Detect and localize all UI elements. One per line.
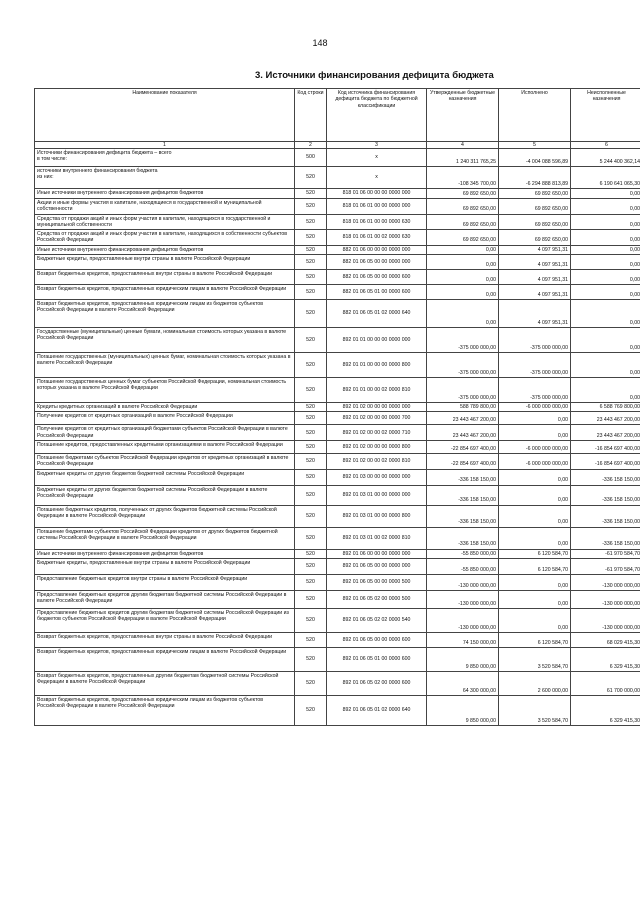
row-unexecuted: 5 244 400 362,14	[571, 149, 640, 167]
header-unexecuted: Неисполненные назначения	[571, 89, 640, 142]
row-approved: -336 158 150,00	[427, 527, 499, 549]
row-executed: 0,00	[499, 425, 571, 441]
row-name: Погашение бюджетных кредитов, полученных от других бюджетов бюджетной системы Российской Федерации в валюте Российской Федерации	[35, 505, 295, 527]
row-executed: 69 892 650,00	[499, 189, 571, 199]
row-approved: 0,00	[427, 245, 499, 254]
row-executed: 4 097 951,31	[499, 285, 571, 300]
row-unexecuted: -336 158 150,00	[571, 485, 640, 505]
header-line-code: Код строки	[295, 89, 327, 142]
row-unexecuted: 0,00	[571, 378, 640, 403]
row-executed: 0,00	[499, 485, 571, 505]
row-unexecuted: 6 329 415,30	[571, 647, 640, 671]
row-line-code: 520	[295, 505, 327, 527]
row-name: Государственные (муниципальные) ценные бумаги, номинальная стоимость которых указана в валюте Российской Федерации	[35, 328, 295, 353]
row-executed: 0,00	[499, 590, 571, 608]
row-executed: 6 120 584,70	[499, 558, 571, 574]
row-source-code: 892 01 06 05 00 00 0000 000	[327, 558, 427, 574]
row-name: Получение кредитов от кредитных организаций в валюте Российской Федерации	[35, 412, 295, 425]
row-approved: -375 000 000,00	[427, 353, 499, 378]
page-number: 148	[312, 38, 328, 48]
row-name: Возврат бюджетных кредитов, предоставленных внутри страны в валюте Российской Федерации	[35, 270, 295, 285]
row-executed: 3 520 584,70	[499, 647, 571, 671]
row-approved: 69 892 650,00	[427, 189, 499, 199]
row-unexecuted: -336 158 150,00	[571, 469, 640, 485]
row-name: Бюджетные кредиты от других бюджетов бюджетной системы Российской Федерации	[35, 469, 295, 485]
row-source-code: 892 01 06 05 00 00 0000 500	[327, 574, 427, 590]
row-executed: -375 000 000,00	[499, 328, 571, 353]
header-row	[35, 89, 640, 142]
row-executed: 4 097 951,31	[499, 270, 571, 285]
row-executed: 0,00	[499, 505, 571, 527]
table-row	[35, 328, 640, 353]
row-name: Средства от продажи акций и иных форм участия в капитале, находящихся в государственной и муниципальной собственности	[35, 214, 295, 230]
header-approved: Утвержденные бюджетные назначения	[427, 89, 499, 142]
table-row	[35, 485, 640, 505]
row-source-code: 882 01 06 05 01 02 0000 640	[327, 300, 427, 328]
row-line-code: 520	[295, 453, 327, 469]
row-name: Возврат бюджетных кредитов, предоставленных другим бюджетам бюджетной системы Российской Федерации в валюте Российской Федерации	[35, 671, 295, 695]
table-row	[35, 255, 640, 270]
row-line-code: 520	[295, 469, 327, 485]
row-source-code: 892 01 03 00 00 00 0000 000	[327, 469, 427, 485]
row-source-code: 882 01 06 05 01 00 0000 600	[327, 285, 427, 300]
row-approved: -375 000 000,00	[427, 378, 499, 403]
table-row	[35, 425, 640, 441]
row-name: Погашение государственных (муниципальных) ценных бумаг, номинальная стоимость которых указана в валюте Российской Федерации	[35, 353, 295, 378]
row-executed: 69 892 650,00	[499, 214, 571, 230]
table-row	[35, 527, 640, 549]
row-unexecuted: 6 190 641 065,30	[571, 167, 640, 189]
row-name: Бюджетные кредиты, предоставленные внутри страны в валюте Российской Федерации	[35, 255, 295, 270]
row-name: Погашение кредитов, предоставленных кредитными организациями в валюте Российской Федерации	[35, 440, 295, 453]
row-name: Иные источники внутреннего финансирования дефицитов бюджетов	[35, 245, 295, 254]
row-line-code: 520	[295, 328, 327, 353]
table-row	[35, 558, 640, 574]
row-unexecuted: 6 329 415,30	[571, 695, 640, 725]
table-row	[35, 590, 640, 608]
row-name: Погашение бюджетами субъектов Российской Федерации кредитов от других бюджетов бюджетной системы Российской Федерации в валюте Российской Федерации	[35, 527, 295, 549]
table-row	[35, 199, 640, 215]
row-approved: 0,00	[427, 255, 499, 270]
row-source-code: 818 01 06 01 00 02 0000 630	[327, 230, 427, 246]
row-approved: 0,00	[427, 300, 499, 328]
row-unexecuted: 6 588 769 800,00	[571, 403, 640, 412]
table-row	[35, 300, 640, 328]
table-row	[35, 378, 640, 403]
row-line-code: 520	[295, 527, 327, 549]
row-source-code: 892 01 06 05 01 02 0000 640	[327, 695, 427, 725]
row-source-code: 892 01 06 05 02 00 0000 600	[327, 671, 427, 695]
row-executed: 69 892 650,00	[499, 199, 571, 215]
row-executed: -6 000 000 000,00	[499, 403, 571, 412]
row-line-code: 520	[295, 255, 327, 270]
column-number: 3	[327, 142, 427, 149]
row-source-code: 892 01 03 01 00 00 0000 000	[327, 485, 427, 505]
row-unexecuted: -336 158 150,00	[571, 505, 640, 527]
row-name: Предоставление бюджетных кредитов другим бюджетам бюджетной системы Российской Федерации в валюте Российской Федерации	[35, 590, 295, 608]
row-executed: 0,00	[499, 608, 571, 632]
row-name: Источники финансирования дефицита бюджета – всего в том числе:	[35, 149, 295, 167]
column-number: 4	[427, 142, 499, 149]
table-row	[35, 469, 640, 485]
row-unexecuted: -16 854 697 400,00	[571, 453, 640, 469]
row-executed: 6 120 584,70	[499, 549, 571, 558]
row-executed: -375 000 000,00	[499, 378, 571, 403]
row-executed: -375 000 000,00	[499, 353, 571, 378]
row-approved: -22 854 697 400,00	[427, 440, 499, 453]
table-row	[35, 671, 640, 695]
row-source-code: 892 01 02 00 00 00 0000 700	[327, 412, 427, 425]
row-executed: 4 097 951,31	[499, 255, 571, 270]
table-row	[35, 189, 640, 199]
row-source-code: 818 01 06 01 00 00 0000 630	[327, 214, 427, 230]
table-row	[35, 167, 640, 189]
row-name: Получение кредитов от кредитных организаций бюджетами субъектов Российской Федерации в валюте Российской Федерации	[35, 425, 295, 441]
row-line-code: 520	[295, 214, 327, 230]
column-number: 2	[295, 142, 327, 149]
row-name: Погашение государственных ценных бумаг субъектов Российской Федерации, номинальная стоимость которых указана в валюте Российской Федерации	[35, 378, 295, 403]
row-approved: -130 000 000,00	[427, 590, 499, 608]
row-name: Бюджетные кредиты от других бюджетов бюджетной системы Российской Федерации в валюте Российской Федерации	[35, 485, 295, 505]
header-indicator-name: Наименование показателя	[35, 89, 295, 142]
table-row	[35, 453, 640, 469]
row-source-code: 892 01 06 00 00 00 0000 000	[327, 549, 427, 558]
column-number: 6	[571, 142, 640, 149]
row-unexecuted: -130 000 000,00	[571, 574, 640, 590]
row-name: Возврат бюджетных кредитов, предоставленных юридическим лицам в валюте Российской Федерации	[35, 647, 295, 671]
table-row	[35, 270, 640, 285]
row-executed: 0,00	[499, 412, 571, 425]
row-source-code: 892 01 03 01 00 00 0000 800	[327, 505, 427, 527]
row-approved: -336 158 150,00	[427, 469, 499, 485]
table-row	[35, 574, 640, 590]
row-executed: 4 097 951,31	[499, 300, 571, 328]
table-row	[35, 403, 640, 412]
row-line-code: 520	[295, 425, 327, 441]
header-source-code: Код источника финансирования дефицита бюджета по бюджетной классификации	[327, 89, 427, 142]
table-row	[35, 214, 640, 230]
table-row	[35, 440, 640, 453]
row-approved: -108 345 700,00	[427, 167, 499, 189]
row-executed: 0,00	[499, 574, 571, 590]
table-row	[35, 353, 640, 378]
row-line-code: 520	[295, 353, 327, 378]
row-line-code: 520	[295, 285, 327, 300]
row-approved: -130 000 000,00	[427, 608, 499, 632]
row-name: Погашение бюджетами субъектов Российской Федерации кредитов от кредитных организаций в валюте Российской Федерации	[35, 453, 295, 469]
row-approved: -336 158 150,00	[427, 505, 499, 527]
column-number: 1	[35, 142, 295, 149]
row-approved: 9 850 000,00	[427, 647, 499, 671]
row-executed: 4 097 951,31	[499, 245, 571, 254]
row-approved: 0,00	[427, 270, 499, 285]
row-executed: 3 520 584,70	[499, 695, 571, 725]
table-row	[35, 412, 640, 425]
row-unexecuted: 0,00	[571, 270, 640, 285]
row-line-code: 500	[295, 149, 327, 167]
row-name: Акции и иные формы участия в капитале, находящиеся в государственной и муниципальной собственности	[35, 199, 295, 215]
row-source-code: 892 01 06 05 02 00 0000 500	[327, 590, 427, 608]
row-line-code: 520	[295, 574, 327, 590]
row-name: Иные источники внутреннего финансирования дефицитов бюджетов	[35, 189, 295, 199]
row-line-code: 520	[295, 167, 327, 189]
row-executed: 69 892 650,00	[499, 230, 571, 246]
row-unexecuted: 0,00	[571, 245, 640, 254]
row-source-code: 892 01 06 05 02 02 0000 540	[327, 608, 427, 632]
row-approved: 9 850 000,00	[427, 695, 499, 725]
budget-deficit-sources-table	[34, 88, 640, 726]
row-source-code: 882 01 06 05 00 00 0000 600	[327, 270, 427, 285]
row-name: Возврат бюджетных кредитов, предоставленных юридическим лицам в валюте Российской Федерации	[35, 285, 295, 300]
row-line-code: 520	[295, 199, 327, 215]
row-unexecuted: 0,00	[571, 353, 640, 378]
table-row	[35, 505, 640, 527]
row-source-code: 892 01 02 00 00 00 0000 800	[327, 440, 427, 453]
row-unexecuted: -130 000 000,00	[571, 608, 640, 632]
row-line-code: 520	[295, 632, 327, 647]
row-executed: 6 120 584,70	[499, 632, 571, 647]
row-line-code: 520	[295, 549, 327, 558]
row-unexecuted: -16 854 697 400,00	[571, 440, 640, 453]
row-name: Предоставление бюджетных кредитов внутри страны в валюте Российской Федерации	[35, 574, 295, 590]
row-approved: 69 892 650,00	[427, 230, 499, 246]
row-name: Кредиты кредитных организаций в валюте Российской Федерации	[35, 403, 295, 412]
row-line-code: 520	[295, 300, 327, 328]
row-line-code: 520	[295, 378, 327, 403]
row-name: Предоставление бюджетных кредитов другим бюджетам бюджетной системы Российской Федерации из бюджетов субъектов Российской Федерации в валюте Российской Федерации	[35, 608, 295, 632]
row-source-code: 818 01 06 00 00 00 0000 000	[327, 189, 427, 199]
row-approved: 23 443 467 200,00	[427, 425, 499, 441]
row-name: Возврат бюджетных кредитов, предоставленных юридическим лицам из бюджетов субъектов Российской Федерации в валюте Российской Федерации	[35, 300, 295, 328]
row-approved: 64 300 000,00	[427, 671, 499, 695]
header-executed: Исполнено	[499, 89, 571, 142]
row-executed: 0,00	[499, 527, 571, 549]
row-source-code: 882 01 06 00 00 00 0000 000	[327, 245, 427, 254]
row-source-code: 882 01 06 05 00 00 0000 000	[327, 255, 427, 270]
row-source-code: 818 01 06 01 00 00 0000 000	[327, 199, 427, 215]
row-source-code: 892 01 01 00 00 00 0000 800	[327, 353, 427, 378]
column-number: 5	[499, 142, 571, 149]
row-source-code: x	[327, 167, 427, 189]
row-unexecuted: 0,00	[571, 300, 640, 328]
row-source-code: 892 01 03 01 00 02 0000 810	[327, 527, 427, 549]
row-approved: -22 854 697 400,00	[427, 453, 499, 469]
row-unexecuted: 0,00	[571, 230, 640, 246]
row-unexecuted: -336 158 150,00	[571, 527, 640, 549]
row-approved: -375 000 000,00	[427, 328, 499, 353]
row-approved: -130 000 000,00	[427, 574, 499, 590]
table-row	[35, 647, 640, 671]
row-source-code: 892 01 01 00 00 02 0000 810	[327, 378, 427, 403]
row-approved: -55 850 000,00	[427, 549, 499, 558]
row-line-code: 520	[295, 412, 327, 425]
table-row	[35, 608, 640, 632]
row-unexecuted: -61 970 584,70	[571, 558, 640, 574]
row-unexecuted: 23 443 467 200,00	[571, 425, 640, 441]
section-title: 3. Источники финансирования дефицита бюджета	[255, 70, 494, 81]
table-row	[35, 549, 640, 558]
row-line-code: 520	[295, 608, 327, 632]
row-unexecuted: 61 700 000,00	[571, 671, 640, 695]
row-approved: 0,00	[427, 285, 499, 300]
row-line-code: 520	[295, 440, 327, 453]
row-unexecuted: 0,00	[571, 199, 640, 215]
row-approved: 69 892 650,00	[427, 214, 499, 230]
row-unexecuted: 0,00	[571, 189, 640, 199]
table-row	[35, 285, 640, 300]
row-source-code: x	[327, 149, 427, 167]
row-approved: 1 240 311 765,25	[427, 149, 499, 167]
row-line-code: 520	[295, 647, 327, 671]
table-row	[35, 695, 640, 725]
row-name: Бюджетные кредиты, предоставленные внутри страны в валюте Российской Федерации	[35, 558, 295, 574]
row-unexecuted: -61 970 584,70	[571, 549, 640, 558]
row-source-code: 892 01 02 00 00 00 0000 000	[327, 403, 427, 412]
row-line-code: 520	[295, 671, 327, 695]
row-name: Возврат бюджетных кредитов, предоставленных юридическим лицам из бюджетов субъектов Российской Федерации в валюте Российской Федерации	[35, 695, 295, 725]
row-line-code: 520	[295, 189, 327, 199]
column-number-row	[35, 142, 640, 149]
row-approved: -55 850 000,00	[427, 558, 499, 574]
row-line-code: 520	[295, 558, 327, 574]
row-unexecuted: 0,00	[571, 328, 640, 353]
row-approved: -336 158 150,00	[427, 485, 499, 505]
row-line-code: 520	[295, 590, 327, 608]
row-source-code: 892 01 06 05 01 00 0000 600	[327, 647, 427, 671]
row-executed: -6 000 000 000,00	[499, 453, 571, 469]
row-executed: 0,00	[499, 469, 571, 485]
row-unexecuted: 0,00	[571, 255, 640, 270]
row-line-code: 520	[295, 695, 327, 725]
row-name: Возврат бюджетных кредитов, предоставленных внутри страны в валюте Российской Федерации	[35, 632, 295, 647]
row-unexecuted: -130 000 000,00	[571, 590, 640, 608]
row-executed: 2 600 000,00	[499, 671, 571, 695]
row-unexecuted: 0,00	[571, 214, 640, 230]
row-approved: 23 443 467 200,00	[427, 412, 499, 425]
table-row	[35, 230, 640, 246]
row-source-code: 892 01 02 00 00 02 0000 810	[327, 453, 427, 469]
row-line-code: 520	[295, 245, 327, 254]
row-name: Иные источники внутреннего финансирования дефицитов бюджетов	[35, 549, 295, 558]
row-line-code: 520	[295, 485, 327, 505]
row-executed: -4 004 088 596,89	[499, 149, 571, 167]
row-executed: -6 294 888 813,89	[499, 167, 571, 189]
row-unexecuted: 68 029 415,30	[571, 632, 640, 647]
row-line-code: 520	[295, 230, 327, 246]
row-executed: -6 000 000 000,00	[499, 440, 571, 453]
row-source-code: 892 01 01 00 00 00 0000 000	[327, 328, 427, 353]
row-name: источники внутреннего финансирования бюджета из них:	[35, 167, 295, 189]
table-body	[35, 149, 640, 726]
row-approved: 74 150 000,00	[427, 632, 499, 647]
table-row	[35, 632, 640, 647]
row-unexecuted: 23 443 467 200,00	[571, 412, 640, 425]
table-row	[35, 245, 640, 254]
row-approved: 588 789 800,00	[427, 403, 499, 412]
row-approved: 69 892 650,00	[427, 199, 499, 215]
row-source-code: 892 01 02 00 00 02 0000 710	[327, 425, 427, 441]
row-line-code: 520	[295, 270, 327, 285]
row-unexecuted: 0,00	[571, 285, 640, 300]
row-source-code: 892 01 06 05 00 00 0000 600	[327, 632, 427, 647]
row-line-code: 520	[295, 403, 327, 412]
row-name: Средства от продажи акций и иных форм участия в капитале, находящихся в собственности субъектов Российской Федерации	[35, 230, 295, 246]
table-row	[35, 149, 640, 167]
